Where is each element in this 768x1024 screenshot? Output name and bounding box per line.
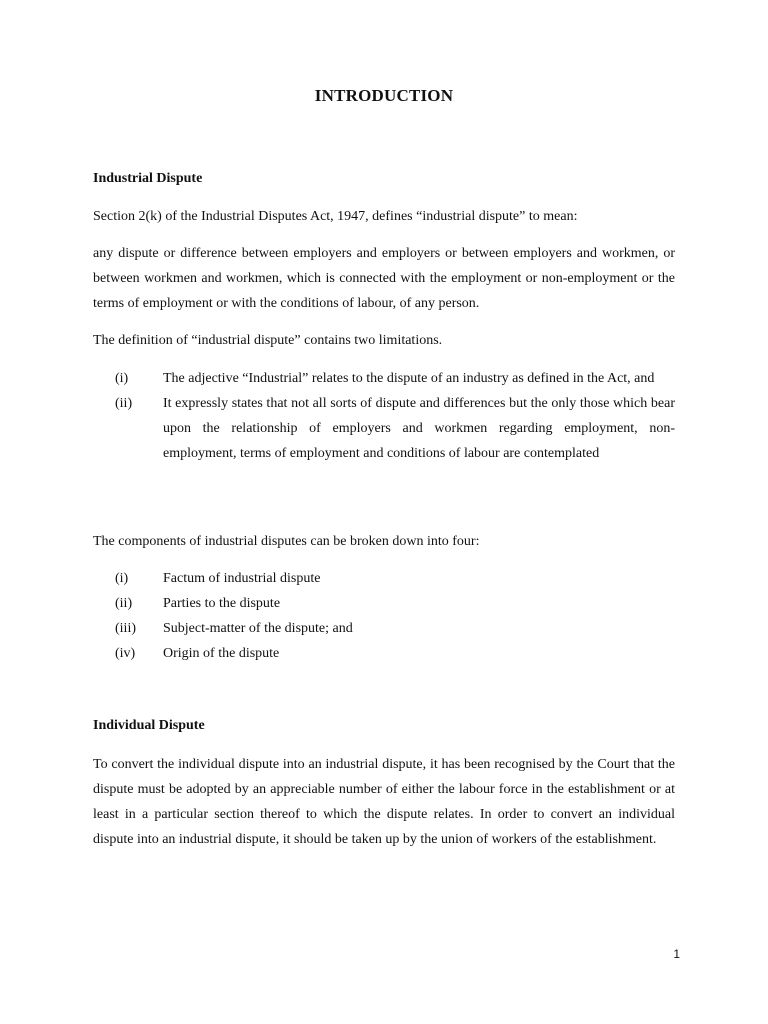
list-item — [93, 366, 675, 391]
list-item — [93, 616, 675, 641]
definition-intro: Section 2(k) of the Industrial Disputes Act, 1947, defines “industrial dispute” to mean: — [93, 209, 578, 224]
components-list — [93, 566, 675, 666]
list-marker: (ii) — [115, 596, 133, 611]
list-marker: (ii) — [115, 396, 133, 411]
list-item — [93, 591, 675, 616]
page-number: 1 — [673, 947, 680, 961]
heading-industrial-dispute: Industrial Dispute — [93, 171, 203, 186]
list-marker: (iv) — [115, 646, 136, 661]
list-item — [93, 641, 675, 666]
list-marker: (iii) — [115, 621, 136, 636]
individual-dispute-text: To convert the individual dispute into an industrial dispute, it has been recognised by the Court that the dispute must be adopted by an appreciable number of either the labour force in the establishment or at least in a particular section thereof to which the dispute relates. In order to convert an individual dispute into an industrial dispute, it should be taken up by the union of workers of the establishment. — [93, 757, 675, 847]
list-item — [93, 391, 675, 466]
list-item-text: The adjective “Industrial” relates to the dispute of an industry as defined in the Act, and — [163, 371, 655, 386]
list-item-text: Parties to the dispute — [163, 596, 281, 611]
list-item-text: It expressly states that not all sorts of dispute and differences but the only those which bear upon the relationship of employers and workmen regarding employment, non-employment, terms of employment and conditions of labour are contemplated — [163, 396, 675, 461]
limitations-list — [93, 366, 675, 466]
limitations-intro: The definition of “industrial dispute” contains two limitations. — [93, 333, 443, 348]
list-item-text: Origin of the dispute — [163, 646, 280, 661]
definition-text: any dispute or difference between employers and employers or between employers and workmen, or between workmen and workmen, which is connected with the employment or non-employment or the terms of employment or with the conditions of labour, of any person. — [93, 246, 675, 311]
components-intro: The components of industrial disputes can be broken down into four: — [93, 534, 480, 549]
list-item-text: Subject-matter of the dispute; and — [163, 621, 353, 636]
list-item — [93, 566, 675, 591]
heading-individual-dispute: Individual Dispute — [93, 718, 205, 733]
list-marker: (i) — [115, 371, 129, 386]
list-marker: (i) — [115, 571, 129, 586]
list-item-text: Factum of industrial dispute — [163, 571, 321, 586]
page-title: INTRODUCTION — [314, 86, 454, 105]
